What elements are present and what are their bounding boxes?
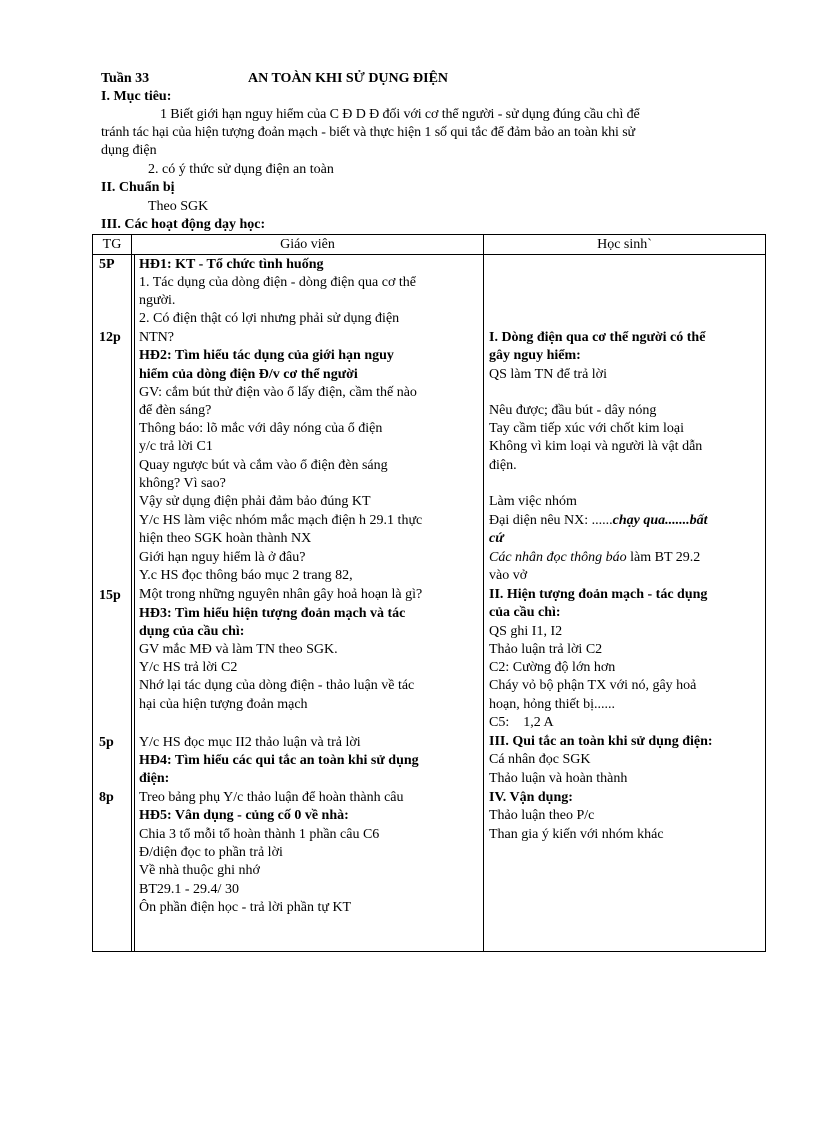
objective-1-line-2: tránh tác hại của hiện tượng đoản mạch - biết và thực hiện 1 số qui tắc để đảm bảo an toàn khi sử xyxy=(101,125,636,140)
teacher-line: Thông báo: lõ mắc với dây nóng của ổ điện xyxy=(139,421,383,436)
teacher-line: Nhớ lại tác dụng của dòng điện - thảo luận về tác xyxy=(139,678,415,693)
objective-2: 2. có ý thức sử dụng điện an toàn xyxy=(148,162,334,177)
teacher-line: HĐ5: Vân dụng - củng cố 0 về nhà: xyxy=(139,808,349,823)
teacher-line: dụng của cầu chì: xyxy=(139,624,245,639)
tg-12p: 12p xyxy=(99,330,121,345)
student-line: Cá nhân đọc SGK xyxy=(489,752,591,767)
teacher-line: GV: cắm bút thử điện vào ổ lấy điện, cầm thế nào xyxy=(139,385,417,400)
preparation-content: Theo SGK xyxy=(148,199,209,214)
teacher-line: Ôn phần điện học - trả lời phần tự KT xyxy=(139,900,352,915)
objective-1-line-1: 1 Biết giới hạn nguy hiểm của C Đ D Đ đối với cơ thể người - sử dụng đúng cầu chì để xyxy=(160,107,640,122)
student-line: I. Dòng điện qua cơ thể người có thể xyxy=(489,330,706,345)
student-line: vào vở xyxy=(489,568,528,583)
student-line: điện. xyxy=(489,458,517,473)
student-line: C2: Cường độ lớn hơn xyxy=(489,660,616,675)
week-label: Tuần 33 xyxy=(101,71,150,86)
student-line: QS ghi I1, I2 xyxy=(489,624,563,639)
student-line xyxy=(489,549,700,567)
preparation-heading: II. Chuẩn bị xyxy=(101,180,175,195)
student-line xyxy=(489,512,708,530)
teacher-line: 1. Tác dụng của dòng điện - dòng điện qua cơ thể xyxy=(139,275,416,290)
teacher-line: Y/c HS đọc mục II2 thảo luận và trả lời xyxy=(139,735,361,750)
tg-8p: 8p xyxy=(99,790,114,805)
student-line: III. Qui tắc an toàn khi sử dụng điện: xyxy=(489,734,713,749)
student-line: của cầu chì: xyxy=(489,605,561,620)
student-line: hoạn, hỏng thiết bị...... xyxy=(489,697,615,712)
student-text: làm BT 29.2 xyxy=(626,550,701,565)
teacher-line: hại của hiện tượng đoản mạch xyxy=(139,697,308,712)
teacher-line: Treo bảng phụ Y/c thảo luận để hoàn thành câu xyxy=(139,790,404,805)
student-line: Làm việc nhóm xyxy=(489,494,577,509)
student-text: Đại diện nêu NX: ...... xyxy=(489,513,613,528)
teacher-line: y/c trả lời C1 xyxy=(139,439,213,454)
tg-5p: 5P xyxy=(99,257,115,272)
student-line: Thảo luận và hoàn thành xyxy=(489,771,628,786)
student-line: Thảo luận theo P/c xyxy=(489,808,595,823)
student-line: IV. Vận dụng: xyxy=(489,790,573,805)
student-text-emphasis: chạy qua.......bất xyxy=(612,513,708,528)
lesson-title: AN TOÀN KHI SỬ DỤNG ĐIỆN xyxy=(248,71,449,86)
teacher-line: HĐ2: Tìm hiểu tác dụng của giới hạn nguy xyxy=(139,348,394,363)
header-student: Học sinh` xyxy=(597,237,652,252)
objective-1-line-3: dụng điện xyxy=(101,143,157,158)
student-line: gây nguy hiểm: xyxy=(489,348,581,363)
student-line: Nêu được; đầu bút - dây nóng xyxy=(489,403,657,418)
header-teacher: Giáo viên xyxy=(280,237,335,252)
teacher-line: hiện theo SGK hoàn thành NX xyxy=(139,531,312,546)
activities-heading: III. Các hoạt động dạy học: xyxy=(101,217,266,232)
student-line: II. Hiện tượng đoản mạch - tác dụng xyxy=(489,587,708,602)
teacher-line: HĐ1: KT - Tổ chức tình huống xyxy=(139,257,324,272)
teacher-line: Chia 3 tổ mỗi tổ hoàn thành 1 phần câu C6 xyxy=(139,827,380,842)
teacher-line: Y/c HS trả lời C2 xyxy=(139,660,238,675)
teacher-line: để đèn sáng? xyxy=(139,403,212,418)
teacher-line: điện: xyxy=(139,771,170,786)
teacher-line: Vậy sử dụng điện phải đảm bảo đúng KT xyxy=(139,494,371,509)
student-text: 1,2 A xyxy=(523,715,554,730)
teacher-line: người. xyxy=(139,293,176,308)
teacher-line: HĐ3: Tìm hiểu hiện tượng đoản mạch và tác xyxy=(139,606,406,621)
teacher-line: Một trong những nguyên nhân gây hoả hoạn là gì? xyxy=(139,587,423,602)
teacher-line: Đ/diện đọc to phần trả lời xyxy=(139,845,283,860)
student-line: Than gia ý kiến với nhóm khác xyxy=(489,827,664,842)
tg-15p: 15p xyxy=(99,588,121,603)
student-line: Không vì kim loại và người là vật dẫn xyxy=(489,439,703,454)
student-line: QS làm TN để trả lời xyxy=(489,367,607,382)
teacher-line: Quay ngược bút và cắm vào ổ điện đèn sáng xyxy=(139,458,388,473)
student-line: Tay cầm tiếp xúc với chốt kim loại xyxy=(489,421,684,436)
teacher-line: Y.c HS đọc thông báo mục 2 trang 82, xyxy=(139,568,353,583)
student-line: Thảo luận trả lời C2 xyxy=(489,642,603,657)
tg-5p-second: 5p xyxy=(99,735,114,750)
header-tg: TG xyxy=(102,237,122,252)
student-text-italic: Các nhân đọc thông báo xyxy=(489,550,627,565)
teacher-line: Về nhà thuộc ghi nhớ xyxy=(139,863,260,878)
teacher-line: GV mắc MĐ và làm TN theo SGK. xyxy=(139,642,338,657)
teacher-line: Giới hạn nguy hiểm là ở đâu? xyxy=(139,550,306,565)
student-line: Cháy vỏ bộ phận TX với nó, gây hoả xyxy=(489,678,697,693)
teacher-line: 2. Có điện thật có lợi nhưng phải sử dụng điện xyxy=(139,311,400,326)
teacher-line: Y/c HS làm việc nhóm mắc mạch điện h 29.1 thực xyxy=(139,513,423,528)
teacher-line: hiểm của dòng điện Đ/v cơ thể người xyxy=(139,367,358,382)
teacher-line: BT29.1 - 29.4/ 30 xyxy=(139,882,239,897)
teacher-line: HĐ4: Tìm hiểu các qui tắc an toàn khi sử dụng xyxy=(139,753,419,768)
student-line xyxy=(489,714,554,732)
student-text: C5: xyxy=(489,715,510,730)
teacher-line: NTN? xyxy=(139,330,174,345)
objectives-heading: I. Mục tiêu: xyxy=(101,89,172,104)
student-line: cứ xyxy=(489,531,504,546)
teacher-line: không? Vì sao? xyxy=(139,476,226,491)
